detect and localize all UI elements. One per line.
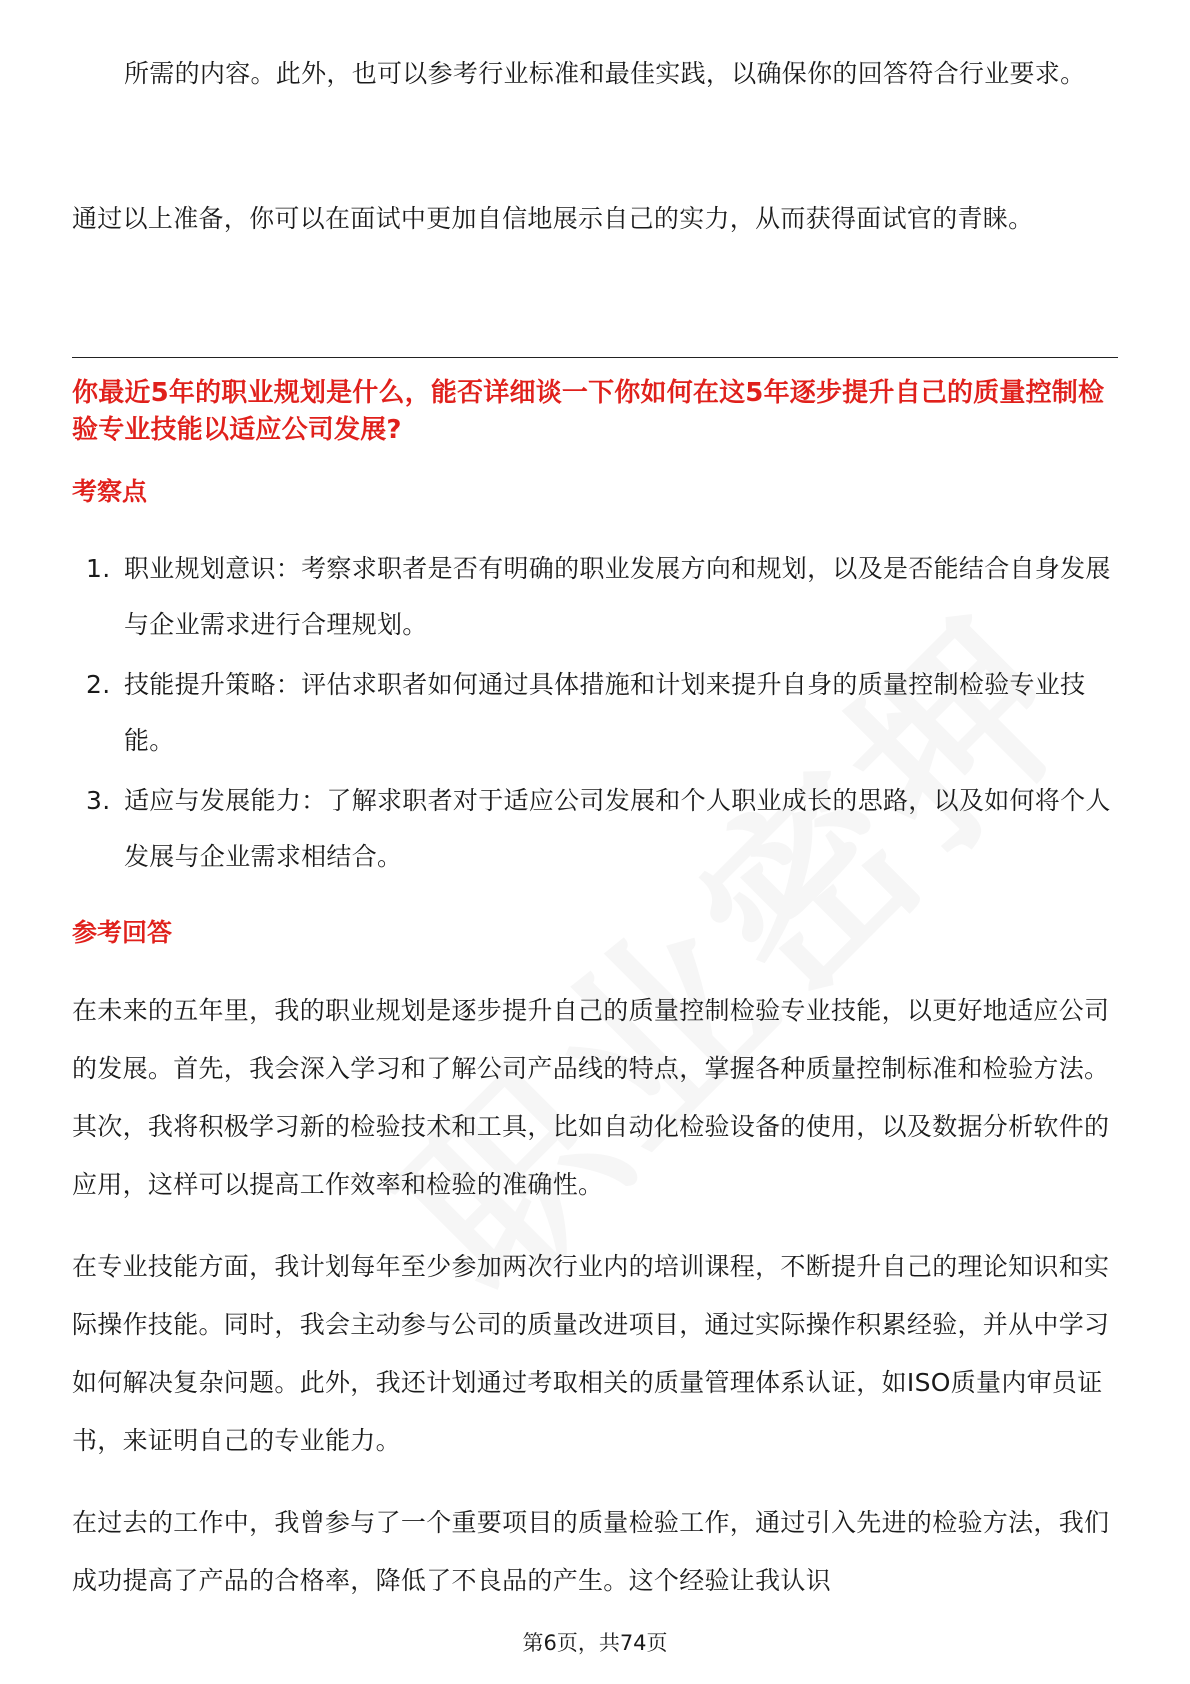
assessment-item: [72, 773, 1122, 885]
answer-paragraph: 在专业技能方面，我计划每年至少参加两次行业内的培训课程，不断提升自己的理论知识和实际操作技能。同时，我会主动参与公司的质量改进项目，通过实际操作积累经验，并从中学习如何解决复杂问题。此外，我还计划通过考取相关的质量管理体系认证，如ISO质量内审员证书，来证明自己的专业能力。: [72, 1252, 1110, 1455]
assessment-heading: 考察点: [72, 477, 148, 506]
assessment-list: [72, 541, 1122, 889]
assessment-item-number: 1.: [86, 554, 111, 583]
answer-paragraph: 在未来的五年里，我的职业规划是逐步提升自己的质量控制检验专业技能，以更好地适应公司的发展。首先，我会深入学习和了解公司产品线的特点，掌握各种质量控制标准和检验方法。其次，我将积极学习新的检验技术和工具，比如自动化检验设备的使用，以及数据分析软件的应用，这样可以提高工作效率和检验的准确性。: [72, 996, 1110, 1199]
assessment-item-number: 2.: [86, 670, 111, 699]
assessment-item-number: 3.: [86, 786, 111, 815]
preparation-paragraph: 通过以上准备，你可以在面试中更加自信地展示自己的实力，从而获得面试官的青睐。: [72, 204, 1034, 233]
assessment-item: [72, 541, 1122, 653]
assessment-item-text: 适应与发展能力：了解求职者对于适应公司发展和个人职业成长的思路，以及如何将个人发展与企业需求相结合。: [124, 786, 1111, 871]
answer-heading: 参考回答: [72, 918, 173, 947]
continued-paragraph: 所需的内容。此外，也可以参考行业标准和最佳实践，以确保你的回答符合行业要求。: [124, 59, 1086, 88]
page-number: 第6页，共74页: [522, 1631, 668, 1655]
answer-paragraph: 在过去的工作中，我曾参与了一个重要项目的质量检验工作，通过引入先进的检验方法，我们成功提高了产品的合格率，降低了不良品的产生。这个经验让我认识: [72, 1508, 1110, 1595]
assessment-item-text: 职业规划意识：考察求职者是否有明确的职业发展方向和规划，以及是否能结合自身发展与企业需求进行合理规划。: [124, 554, 1111, 639]
assessment-item: [72, 657, 1122, 769]
interview-question: 你最近5年的职业规划是什么，能否详细谈一下你如何在这5年逐步提升自己的质量控制检验专业技能以适应公司发展?: [72, 378, 1105, 445]
assessment-item-text: 技能提升策略：评估求职者如何通过具体措施和计划来提升自身的质量控制检验专业技能。: [124, 670, 1086, 755]
section-divider: [72, 357, 1118, 358]
